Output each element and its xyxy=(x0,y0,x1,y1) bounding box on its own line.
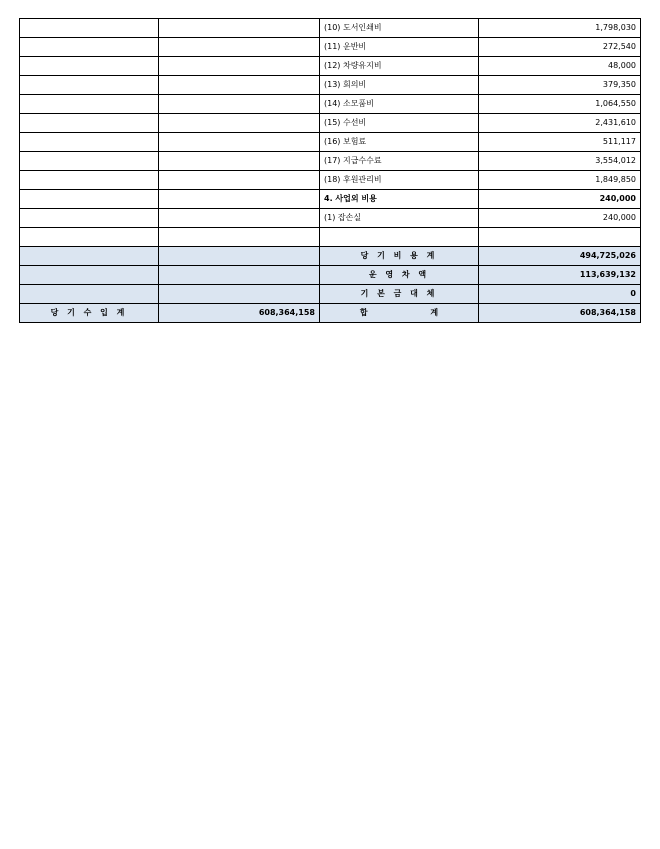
expense-item-amount: 3,554,012 xyxy=(479,152,641,171)
section-row xyxy=(20,190,641,209)
fund-transfer-label: 기 본 금 대 체 xyxy=(320,285,479,304)
grand-total-value: 608,364,158 xyxy=(479,304,641,323)
summary-row-fund-transfer xyxy=(20,285,641,304)
expense-item-label: (15) 수선비 xyxy=(320,114,479,133)
expense-item-amount: 1,849,850 xyxy=(479,171,641,190)
summary-row-operating-diff xyxy=(20,266,641,285)
expense-item-label: (11) 운반비 xyxy=(320,38,479,57)
operating-diff-label: 운 영 차 액 xyxy=(320,266,479,285)
table-row xyxy=(20,114,641,133)
expense-item-label: (16) 보험료 xyxy=(320,133,479,152)
expense-item-amount: 511,117 xyxy=(479,133,641,152)
table-row xyxy=(20,76,641,95)
summary-row-grand-total xyxy=(20,304,641,323)
expense-item-amount: 2,431,610 xyxy=(479,114,641,133)
table-row xyxy=(20,19,641,38)
expense-item-label: (18) 후원관리비 xyxy=(320,171,479,190)
grand-total-label: 합 계 xyxy=(320,304,479,323)
expense-item-amount: 48,000 xyxy=(479,57,641,76)
expense-item-label: (12) 차량유지비 xyxy=(320,57,479,76)
table-row xyxy=(20,209,641,228)
fund-transfer-value: 0 xyxy=(479,285,641,304)
table-row xyxy=(20,95,641,114)
expense-item-amount: 240,000 xyxy=(479,209,641,228)
operating-diff-value: 113,639,132 xyxy=(479,266,641,285)
expense-total-value: 494,725,026 xyxy=(479,247,641,266)
expense-total-label: 당 기 비 용 계 xyxy=(320,247,479,266)
expense-item-label: (13) 회의비 xyxy=(320,76,479,95)
expense-item-amount: 272,540 xyxy=(479,38,641,57)
table-row xyxy=(20,152,641,171)
income-total-label: 당 기 수 입 계 xyxy=(20,304,159,323)
table-row xyxy=(20,133,641,152)
section-total: 240,000 xyxy=(479,190,641,209)
table-row xyxy=(20,38,641,57)
summary-row-expense-total xyxy=(20,247,641,266)
table-row xyxy=(20,57,641,76)
expense-item-label: (14) 소모품비 xyxy=(320,95,479,114)
expense-item-amount: 379,350 xyxy=(479,76,641,95)
income-total-value: 608,364,158 xyxy=(159,304,320,323)
expense-item-amount: 1,064,550 xyxy=(479,95,641,114)
financial-ledger-table xyxy=(19,18,641,323)
table-row xyxy=(20,171,641,190)
expense-item-label: (1) 잡손실 xyxy=(320,209,479,228)
section-label: 4. 사업외 비용 xyxy=(320,190,479,209)
expense-item-amount: 1,798,030 xyxy=(479,19,641,38)
empty-row xyxy=(20,228,641,247)
expense-item-label: (17) 지급수수료 xyxy=(320,152,479,171)
expense-item-label: (10) 도서인쇄비 xyxy=(320,19,479,38)
